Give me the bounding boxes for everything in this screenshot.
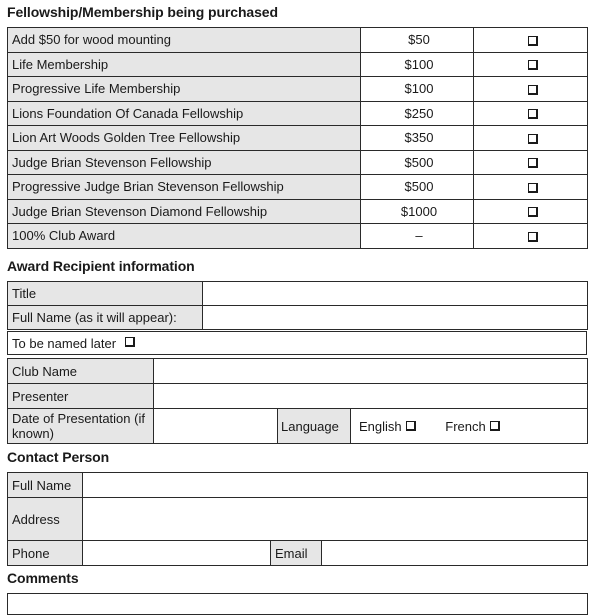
contact-heading: Contact Person bbox=[7, 449, 110, 465]
recipient-details-table bbox=[7, 358, 588, 444]
fellowship-row bbox=[8, 224, 588, 249]
fellowship-item-label: 100% Club Award bbox=[8, 224, 361, 249]
french-label: French bbox=[445, 418, 486, 434]
fellowship-item-checkbox-cell bbox=[474, 199, 588, 224]
english-label: English bbox=[359, 418, 402, 434]
presenter-field[interactable] bbox=[154, 384, 588, 409]
fellowship-table bbox=[7, 27, 588, 249]
fellowship-item-label: Lions Foundation Of Canada Fellowship bbox=[8, 101, 361, 126]
named-later-label: To be named later bbox=[12, 335, 117, 351]
fellowship-heading: Fellowship/Membership being purchased bbox=[7, 4, 278, 20]
french-option[interactable] bbox=[445, 419, 499, 434]
fellowship-item-checkbox-cell bbox=[474, 28, 588, 53]
fellowship-item-checkbox[interactable] bbox=[528, 232, 538, 242]
fellowship-item-label: Progressive Judge Brian Stevenson Fellowship bbox=[8, 175, 361, 200]
fellowship-item-label: Judge Brian Stevenson Fellowship bbox=[8, 150, 361, 175]
recipient-name-table bbox=[7, 281, 588, 330]
language-options bbox=[351, 409, 588, 444]
fellowship-item-checkbox[interactable] bbox=[528, 109, 538, 119]
fellowship-item-price: $500 bbox=[361, 175, 474, 200]
phone-field[interactable] bbox=[83, 541, 271, 566]
english-checkbox[interactable] bbox=[406, 421, 416, 431]
fellowship-item-label: Life Membership bbox=[8, 52, 361, 77]
title-label: Title bbox=[8, 282, 203, 306]
date-of-presentation-label: Date of Presentation (if known) bbox=[8, 409, 154, 444]
fellowship-item-checkbox-cell bbox=[474, 150, 588, 175]
fellowship-item-price: $100 bbox=[361, 77, 474, 102]
named-later-row bbox=[8, 332, 587, 355]
fellowship-item-price: $500 bbox=[361, 150, 474, 175]
named-later-checkbox[interactable] bbox=[125, 337, 135, 347]
fellowship-item-price: $250 bbox=[361, 101, 474, 126]
club-name-field[interactable] bbox=[154, 359, 588, 384]
fellowship-item-checkbox-cell bbox=[474, 101, 588, 126]
language-label: Language bbox=[278, 409, 351, 444]
comments-heading: Comments bbox=[7, 570, 79, 586]
title-field[interactable] bbox=[203, 282, 588, 306]
fellowship-row bbox=[8, 126, 588, 151]
fellowship-item-checkbox-cell bbox=[474, 77, 588, 102]
fellowship-item-checkbox[interactable] bbox=[528, 134, 538, 144]
address-label: Address bbox=[8, 498, 83, 541]
named-later-table bbox=[7, 331, 587, 355]
full-name-field[interactable] bbox=[203, 306, 588, 330]
fellowship-item-checkbox-cell bbox=[474, 126, 588, 151]
email-label: Email bbox=[271, 541, 322, 566]
english-option[interactable] bbox=[359, 419, 416, 434]
contact-full-name-label: Full Name bbox=[8, 473, 83, 498]
club-name-label: Club Name bbox=[8, 359, 154, 384]
fellowship-item-label: Add $50 for wood mounting bbox=[8, 28, 361, 53]
contact-full-name-field[interactable] bbox=[83, 473, 588, 498]
fellowship-row bbox=[8, 175, 588, 200]
fellowship-item-price: $100 bbox=[361, 52, 474, 77]
fellowship-item-price: $1000 bbox=[361, 199, 474, 224]
fellowship-item-checkbox-cell bbox=[474, 175, 588, 200]
fellowship-item-checkbox[interactable] bbox=[528, 85, 538, 95]
email-field[interactable] bbox=[322, 541, 588, 566]
fellowship-row bbox=[8, 52, 588, 77]
fellowship-row bbox=[8, 199, 588, 224]
fellowship-item-checkbox[interactable] bbox=[528, 158, 538, 168]
fellowship-item-label: Lion Art Woods Golden Tree Fellowship bbox=[8, 126, 361, 151]
comments-field[interactable] bbox=[7, 593, 588, 615]
full-name-label: Full Name (as it will appear): bbox=[8, 306, 203, 330]
fellowship-item-checkbox-cell bbox=[474, 52, 588, 77]
fellowship-item-label: Judge Brian Stevenson Diamond Fellowship bbox=[8, 199, 361, 224]
contact-table bbox=[7, 472, 588, 566]
fellowship-item-checkbox[interactable] bbox=[528, 183, 538, 193]
fellowship-item-label: Progressive Life Membership bbox=[8, 77, 361, 102]
fellowship-row bbox=[8, 150, 588, 175]
address-field[interactable] bbox=[83, 498, 588, 541]
fellowship-item-checkbox-cell bbox=[474, 224, 588, 249]
fellowship-item-price: $350 bbox=[361, 126, 474, 151]
phone-label: Phone bbox=[8, 541, 83, 566]
fellowship-item-checkbox[interactable] bbox=[528, 36, 538, 46]
date-of-presentation-field[interactable] bbox=[154, 409, 278, 444]
recipient-heading: Award Recipient information bbox=[7, 258, 195, 274]
fellowship-item-price: $50 bbox=[361, 28, 474, 53]
fellowship-row bbox=[8, 77, 588, 102]
french-checkbox[interactable] bbox=[490, 421, 500, 431]
fellowship-item-checkbox[interactable] bbox=[528, 207, 538, 217]
fellowship-row bbox=[8, 28, 588, 53]
fellowship-row bbox=[8, 101, 588, 126]
fellowship-item-checkbox[interactable] bbox=[528, 60, 538, 70]
presenter-label: Presenter bbox=[8, 384, 154, 409]
fellowship-item-price: – bbox=[361, 224, 474, 249]
